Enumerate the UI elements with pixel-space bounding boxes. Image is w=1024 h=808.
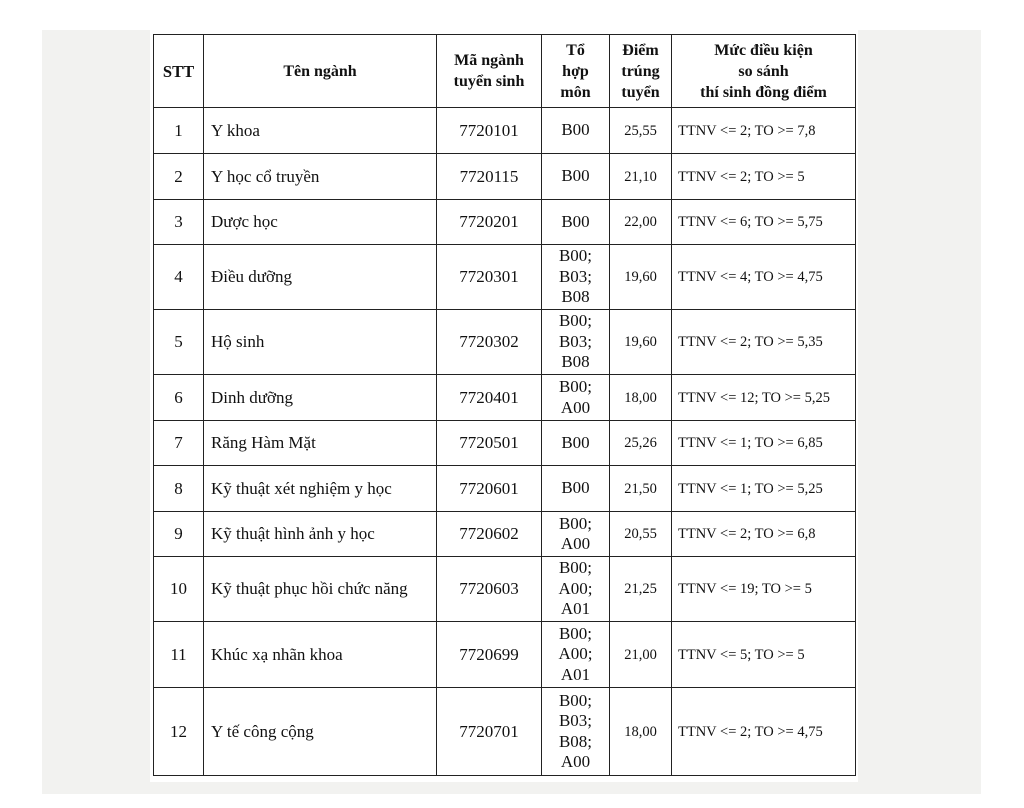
cell-combo [542, 375, 610, 421]
cell-name: Răng Hàm Mặt [204, 421, 437, 466]
combo-code: B00; [558, 558, 593, 578]
header-combo-line: môn [560, 83, 591, 101]
cell-code: 7720701 [437, 688, 542, 776]
combo-code: B08 [561, 287, 590, 307]
cell-score: 19,60 [610, 310, 672, 375]
header-score [610, 35, 672, 108]
cell-stt: 6 [154, 375, 204, 421]
cell-code: 7720699 [437, 622, 542, 688]
header-combo [542, 35, 610, 108]
cell-combo [542, 421, 610, 466]
cell-condition: TTNV <= 2; TO >= 5,35 [672, 310, 856, 375]
table-row [154, 421, 856, 466]
cell-score: 25,55 [610, 108, 672, 154]
combo-code: A01 [560, 599, 591, 619]
table-body [154, 108, 856, 776]
cell-name: Y tế công cộng [204, 688, 437, 776]
cell-name: Dinh dưỡng [204, 375, 437, 421]
cell-combo [542, 466, 610, 512]
cell-code: 7720302 [437, 310, 542, 375]
table-row [154, 310, 856, 375]
header-condition-line: Mức điều kiện [714, 41, 813, 59]
cell-condition: TTNV <= 2; TO >= 6,8 [672, 512, 856, 557]
cell-stt: 3 [154, 200, 204, 245]
combo-code: A01 [560, 664, 591, 684]
cell-stt: 11 [154, 622, 204, 688]
cell-name: Dược học [204, 200, 437, 245]
combo-code: A00 [560, 534, 591, 553]
cell-name: Y khoa [204, 108, 437, 154]
table-row [154, 245, 856, 310]
combo-code: B00; [558, 246, 593, 266]
table-row [154, 466, 856, 512]
header-code-line: Mã ngành [454, 52, 524, 69]
table-row [154, 108, 856, 154]
combo-code: B03; [558, 711, 593, 730]
cell-condition: TTNV <= 19; TO >= 5 [672, 557, 856, 622]
cell-code: 7720301 [437, 245, 542, 310]
cell-combo [542, 108, 610, 154]
cell-name: Điều dưỡng [204, 245, 437, 310]
cell-combo [542, 622, 610, 688]
cell-name: Kỹ thuật phục hồi chức năng [204, 557, 437, 622]
header-code [437, 35, 542, 108]
cell-stt: 5 [154, 310, 204, 375]
cell-stt: 7 [154, 421, 204, 466]
cell-stt: 8 [154, 466, 204, 512]
combo-code: B03; [558, 331, 593, 351]
combo-code: A00 [560, 752, 591, 771]
cell-name: Y học cổ truyền [204, 154, 437, 200]
cell-stt: 2 [154, 154, 204, 200]
combo-code: B00 [561, 478, 590, 498]
cell-combo [542, 688, 610, 776]
table-row [154, 375, 856, 421]
header-score-line: trúng [621, 62, 660, 80]
cell-condition: TTNV <= 2; TO >= 5 [672, 154, 856, 200]
header-condition-line: so sánh [738, 62, 789, 80]
header-score-line: tuyển [621, 83, 660, 101]
cell-code: 7720501 [437, 421, 542, 466]
cell-score: 20,55 [610, 512, 672, 557]
cell-condition: TTNV <= 6; TO >= 5,75 [672, 200, 856, 245]
cell-condition: TTNV <= 12; TO >= 5,25 [672, 375, 856, 421]
table-row [154, 154, 856, 200]
cell-code: 7720201 [437, 200, 542, 245]
cell-score: 21,00 [610, 622, 672, 688]
cell-condition: TTNV <= 5; TO >= 5 [672, 622, 856, 688]
cell-combo [542, 310, 610, 375]
combo-code: B00; [558, 311, 593, 331]
table-header-row [154, 35, 856, 108]
header-combo-line: hợp [562, 62, 589, 80]
combo-code: B00 [561, 211, 590, 231]
cell-score: 19,60 [610, 245, 672, 310]
table-row [154, 557, 856, 622]
cell-score: 21,50 [610, 466, 672, 512]
cell-name: Kỹ thuật xét nghiệm y học [204, 466, 437, 512]
combo-code: B00; [558, 377, 593, 396]
cell-condition: TTNV <= 2; TO >= 4,75 [672, 688, 856, 776]
cell-stt: 4 [154, 245, 204, 310]
header-code-line: tuyển sinh [453, 73, 525, 90]
table-row [154, 622, 856, 688]
combo-code: B00; [558, 623, 593, 643]
cell-stt: 9 [154, 512, 204, 557]
cell-score: 18,00 [610, 375, 672, 421]
cell-combo [542, 512, 610, 557]
header-stt: STT [154, 35, 204, 108]
combo-code: B00 [561, 120, 590, 140]
table-row [154, 688, 856, 776]
header-name: Tên ngành [204, 35, 437, 108]
cell-score: 22,00 [610, 200, 672, 245]
combo-code: B08; [558, 731, 593, 751]
combo-code: A00; [558, 578, 593, 598]
table-row [154, 512, 856, 557]
cell-code: 7720115 [437, 154, 542, 200]
header-combo-line: Tổ [566, 41, 585, 59]
cell-code: 7720101 [437, 108, 542, 154]
combo-code: A00; [558, 644, 593, 664]
cell-name: Khúc xạ nhãn khoa [204, 622, 437, 688]
combo-code: A00 [560, 397, 591, 417]
cell-stt: 1 [154, 108, 204, 154]
cell-score: 25,26 [610, 421, 672, 466]
combo-code: B03; [558, 266, 593, 286]
header-condition [672, 35, 856, 108]
header-score-line: Điểm [622, 41, 659, 59]
header-condition-line: thí sinh đồng điểm [700, 83, 827, 101]
cell-combo [542, 557, 610, 622]
cell-code: 7720401 [437, 375, 542, 421]
cell-stt: 12 [154, 688, 204, 776]
cell-stt: 10 [154, 557, 204, 622]
cell-combo [542, 200, 610, 245]
combo-code: B00; [558, 690, 593, 710]
cell-condition: TTNV <= 1; TO >= 5,25 [672, 466, 856, 512]
cell-combo [542, 154, 610, 200]
cell-condition: TTNV <= 4; TO >= 4,75 [672, 245, 856, 310]
combo-code: B00 [561, 432, 590, 452]
cell-code: 7720603 [437, 557, 542, 622]
cell-condition: TTNV <= 2; TO >= 7,8 [672, 108, 856, 154]
admission-scores-table [153, 34, 856, 776]
combo-code: B08 [561, 352, 590, 372]
cell-name: Hộ sinh [204, 310, 437, 375]
table-row [154, 200, 856, 245]
cell-score: 21,25 [610, 557, 672, 622]
cell-code: 7720601 [437, 466, 542, 512]
combo-code: B00; [558, 513, 593, 533]
cell-code: 7720602 [437, 512, 542, 557]
cell-combo [542, 245, 610, 310]
cell-score: 21,10 [610, 154, 672, 200]
cell-score: 18,00 [610, 688, 672, 776]
combo-code: B00 [561, 166, 590, 186]
cell-name: Kỹ thuật hình ảnh y học [204, 512, 437, 557]
cell-condition: TTNV <= 1; TO >= 6,85 [672, 421, 856, 466]
